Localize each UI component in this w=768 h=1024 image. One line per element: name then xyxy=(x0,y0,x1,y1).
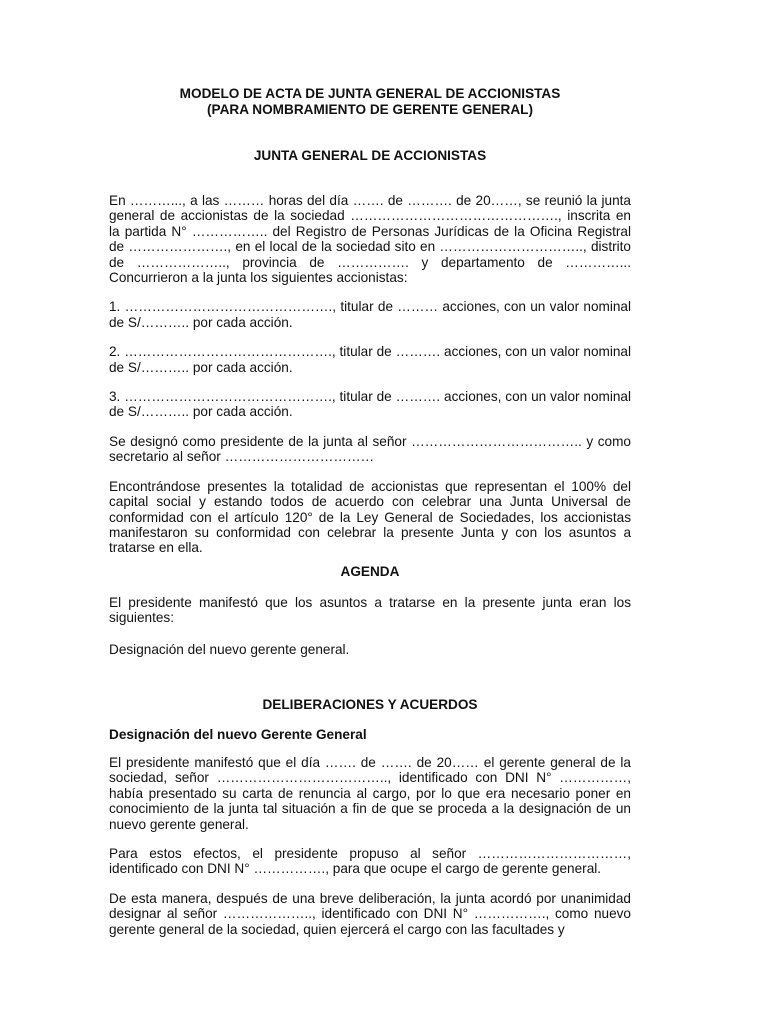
document-page xyxy=(109,84,631,937)
agenda-intro: El presidente manifestó que los asuntos a tratarse en la presente junta eran los siguientes: xyxy=(109,594,631,626)
resignation-paragraph: El presidente manifestó que el día ……. de ……. de 20…… el gerente general de la sociedad, señor ……………………………….., identificado con DNI N° ……………, había presentado su carta de renuncia al cargo, por lo que era necesario poner en conocimiento de la junta tal situación a fin de que se proceda a la designación de un nuevo gerente general. xyxy=(109,754,631,832)
agenda-heading: AGENDA xyxy=(340,563,400,579)
intro-paragraph: En ………..., a las ……… horas del día ……. de ………. de 20……, se reunió la junta general de accionistas de la sociedad ………………………………………., inscrita en la partida N° …………….. del Registro de Personas Jurídicas de la Oficina Registral de …………………., en el local de la sociedad sito en ………………………….., distrito de ……………….., provincia de ……………. y departamento de …………... Concurrieron a la junta los siguientes accionistas: xyxy=(109,193,631,286)
agreement-paragraph: De esta manera, después de una breve deliberación, la junta acordó por unanimidad designar al señor ……………….., identificado con DNI N° ……………., como nuevo gerente general de la sociedad, quien ejercerá el cargo con las facultades y xyxy=(109,890,631,937)
agenda-item: Designación del nuevo gerente general. xyxy=(109,641,350,657)
proposal-paragraph: Para estos efectos, el presidente propuso al señor ……………………………, identificado con DNI N° ……………., para que ocupe el cargo de gerente general. xyxy=(109,845,631,877)
deliberations-heading: DELIBERACIONES Y ACUERDOS xyxy=(262,696,478,712)
document-title-line2: (PARA NOMBRAMIENTO DE GERENTE GENERAL) xyxy=(206,102,533,117)
quorum-paragraph: Encontrándose presentes la totalidad de accionistas que representan el 100% del capital social y estando todos de acuerdo con celebrar una Junta Universal de conformidad con el artículo 120° de la Ley General de Sociedades, los accionistas manifestaron su conformidad con celebrar la presente Junta y con los asuntos a tratarse en ella. xyxy=(109,478,631,556)
shareholder-1: 1. ………………………………………., titular de ……… acciones, con un valor nominal de S/……….. por cada acción. xyxy=(109,299,631,330)
shareholder-2: 2. ………………………………………., titular de ………. acciones, con un valor nominal de S/……….. por cada acción. xyxy=(109,344,631,375)
junta-heading: JUNTA GENERAL DE ACCIONISTAS xyxy=(253,148,487,163)
document-title-line1: MODELO DE ACTA DE JUNTA GENERAL DE ACCIONISTAS xyxy=(179,86,561,101)
shareholder-3: 3. ………………………………………., titular de ………. acciones, con un valor nominal de S/……….. por cada acción. xyxy=(109,389,631,420)
section-heading: Designación del nuevo Gerente General xyxy=(109,726,367,742)
president-paragraph: Se designó como presidente de la junta al señor ……………………………….. y como secretario al señor …………………………… xyxy=(109,433,631,465)
